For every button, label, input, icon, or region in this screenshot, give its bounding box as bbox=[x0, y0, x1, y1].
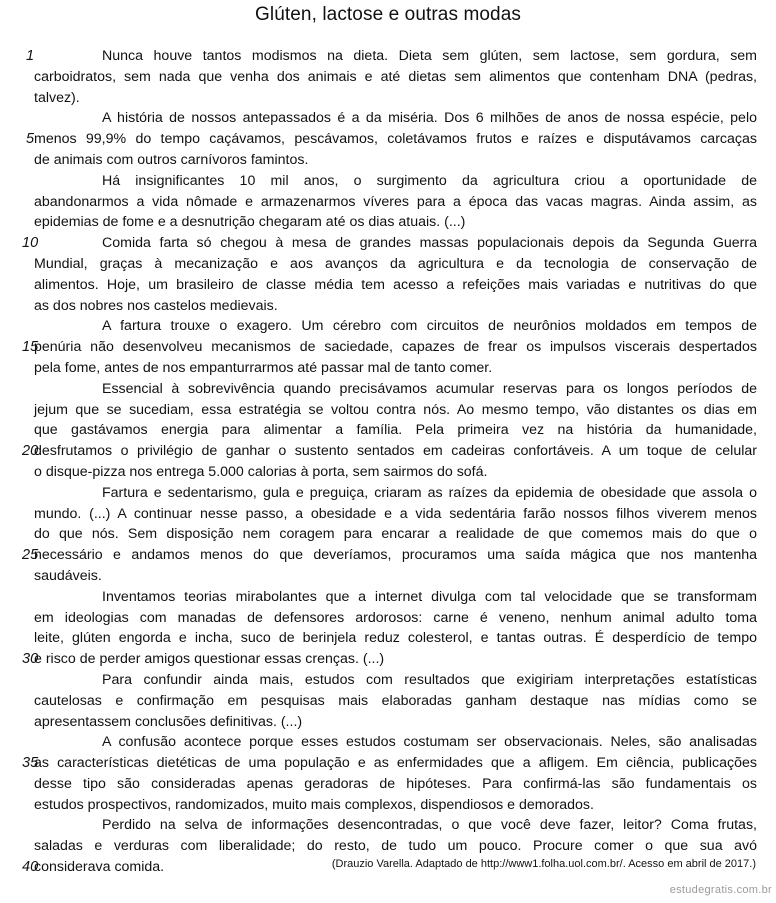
line-text bbox=[34, 691, 757, 712]
line-text bbox=[34, 296, 757, 317]
line-text bbox=[34, 504, 757, 525]
line-text-content: as características dietéticas de uma população e as enfermidades que a afligem. Em ciência, publicações bbox=[34, 755, 757, 772]
line-text bbox=[34, 420, 757, 441]
line-text-content: jejum que se sucediam, essa estratégia se voltou contra nós. Ao mesmo tempo, vão distantes os dias em bbox=[34, 401, 757, 418]
line-text-content: epidemias de fome e a desnutrição chegaram até os dias atuais. (...) bbox=[34, 214, 466, 231]
text-line bbox=[0, 400, 776, 421]
line-text bbox=[34, 150, 757, 171]
text-line bbox=[0, 483, 776, 504]
line-text-content: Inventamos teorias mirabolantes que a internet divulga com tal velocidade que se transformam bbox=[102, 588, 757, 605]
text-line bbox=[0, 88, 776, 109]
text-line bbox=[0, 441, 776, 462]
text-line bbox=[0, 108, 776, 129]
line-text bbox=[34, 712, 757, 733]
line-text bbox=[34, 628, 757, 649]
line-text bbox=[34, 836, 757, 857]
line-text-content: A história de nossos antepassados é a da miséria. Dos 6 milhões de anos de nossa espécie, pelo bbox=[102, 110, 757, 127]
text-line bbox=[0, 129, 776, 150]
document-title: Glúten, lactose e outras modas bbox=[255, 4, 521, 25]
article-body bbox=[0, 46, 776, 878]
line-text-content: desse tipo são consideradas apenas geradoras de hipóteses. Para confirmá-las são fundamentais os bbox=[34, 775, 757, 792]
line-number: 15 bbox=[22, 339, 39, 356]
text-line bbox=[0, 275, 776, 296]
line-text-content: cautelosas e confirmação em pesquisas mais elaboradas ganham destaque nas mídias como se bbox=[34, 692, 757, 709]
line-text bbox=[34, 192, 757, 213]
line-text bbox=[34, 753, 757, 774]
text-line bbox=[0, 212, 776, 233]
text-line bbox=[0, 649, 776, 670]
paragraph-first-line bbox=[102, 670, 757, 691]
paragraph-first-line bbox=[102, 587, 757, 608]
line-number: 1 bbox=[26, 48, 35, 64]
text-line bbox=[0, 795, 776, 816]
text-line bbox=[0, 691, 776, 712]
line-number: 30 bbox=[22, 651, 39, 668]
line-text-content: A fartura trouxe o exagero. Um cérebro com circuitos de neurônios moldados em tempos de bbox=[102, 318, 757, 335]
line-text bbox=[34, 649, 757, 670]
line-text-content: de animais com outros carnívoros famintos. bbox=[34, 151, 309, 168]
paragraph-first-line bbox=[102, 233, 757, 254]
text-line bbox=[0, 316, 776, 337]
line-text bbox=[34, 254, 757, 275]
line-text-content: Mundial, graças à mecanização e aos avanços da agricultura e da tecnologia de conservação de bbox=[34, 255, 757, 272]
line-text-content: penúria não desenvolveu mecanismos de saciedade, capazes de frear os impulsos viscerais despertados bbox=[34, 339, 757, 356]
text-line bbox=[0, 150, 776, 171]
text-line bbox=[0, 566, 776, 587]
paragraph-first-line bbox=[102, 732, 757, 753]
line-text-content: que gastávamos energia para alimentar a família. Pela primeira vez na história da humanidade, bbox=[34, 422, 757, 439]
site-watermark: estudegratis.com.br bbox=[669, 884, 772, 896]
text-line bbox=[0, 296, 776, 317]
line-text-content: em ideologias com manadas de defensores ardorosos: carne é veneno, nenhum animal adulto toma bbox=[34, 609, 757, 626]
paragraph-first-line bbox=[102, 171, 757, 192]
line-text-content: necessário e andamos menos do que deveríamos, procuramos uma saída mágica que nos mantenha bbox=[34, 547, 757, 564]
text-line bbox=[0, 628, 776, 649]
text-line bbox=[0, 337, 776, 358]
paragraph-first-line bbox=[102, 316, 757, 337]
line-text bbox=[34, 795, 757, 816]
line-text-content: o disque-pizza nos entrega 5.000 calorias à porta, sem sairmos do sofá. bbox=[34, 463, 488, 480]
line-number: 35 bbox=[22, 755, 39, 772]
line-text bbox=[34, 545, 757, 566]
line-text-content: as dos nobres nos castelos medievais. bbox=[34, 297, 278, 314]
line-text-content: talvez). bbox=[34, 89, 80, 106]
line-text bbox=[34, 337, 757, 358]
line-text bbox=[34, 275, 757, 296]
line-text-content: Comida farta só chegou à mesa de grandes massas populacionais depois da Segunda Guerra bbox=[102, 235, 757, 252]
text-line bbox=[0, 587, 776, 608]
line-number: 20 bbox=[22, 443, 39, 460]
text-line bbox=[0, 504, 776, 525]
text-line bbox=[0, 67, 776, 88]
paragraph-first-line bbox=[102, 379, 757, 400]
line-text bbox=[34, 400, 757, 421]
line-text-content: Para confundir ainda mais, estudos com resultados que exigiriam interpretações estatísticas bbox=[102, 671, 757, 688]
line-number: 5 bbox=[26, 131, 35, 148]
paragraph-first-line bbox=[102, 108, 757, 129]
line-text-content: do que nós. Sem disposição nem coragem para encarar a realidade de que comemos mais do que o bbox=[34, 526, 757, 543]
line-text bbox=[34, 608, 757, 629]
line-text bbox=[34, 441, 757, 462]
paragraph-first-line bbox=[102, 46, 757, 67]
text-line bbox=[0, 836, 776, 857]
text-line bbox=[0, 192, 776, 213]
text-line bbox=[0, 379, 776, 400]
paragraph-first-line bbox=[102, 483, 757, 504]
text-line bbox=[0, 524, 776, 545]
paragraph-first-line bbox=[102, 815, 757, 836]
text-line bbox=[0, 46, 776, 67]
text-line bbox=[0, 254, 776, 275]
line-text-content: Perdido na selva de informações desencontradas, o que você deve fazer, leitor? Coma frutas, bbox=[102, 817, 757, 834]
line-text-content: e risco de perder amigos questionar essas crenças. (...) bbox=[34, 651, 385, 668]
text-line bbox=[0, 753, 776, 774]
text-line bbox=[0, 712, 776, 733]
line-text-content: apresentassem conclusões definitivas. (...) bbox=[34, 713, 303, 730]
line-text-content: Há insignificantes 10 mil anos, o surgimento da agricultura criou a oportunidade de bbox=[102, 172, 757, 189]
text-line bbox=[0, 670, 776, 691]
line-text-content: Essencial à sobrevivência quando precisávamos acumular reservas para os longos períodos de bbox=[102, 380, 757, 397]
line-text-content: carboidratos, sem nada que venha dos animais e até dietas sem alimentos que contenham DNA (pedras, bbox=[34, 68, 757, 85]
line-number: 25 bbox=[22, 547, 39, 564]
line-text bbox=[34, 566, 757, 587]
line-text-content: alimentos. Hoje, um brasileiro de classe média tem acesso a refeições mais variadas e nutritivas do que bbox=[34, 276, 757, 293]
source-citation: (Drauzio Varella. Adaptado de http://www1.folha.uol.com.br/. Acesso em abril de 2017.) bbox=[331, 858, 756, 870]
text-line bbox=[0, 420, 776, 441]
line-text-content: desfrutamos o privilégio de ganhar o sustento sentados em cadeiras confortáveis. A um toque de celular bbox=[34, 443, 757, 460]
line-text-content: A confusão acontece porque esses estudos costumam ser observacionais. Neles, são analisadas bbox=[102, 734, 757, 751]
line-text bbox=[34, 774, 757, 795]
text-line bbox=[0, 171, 776, 192]
text-line bbox=[0, 608, 776, 629]
text-line bbox=[0, 732, 776, 753]
line-number: 10 bbox=[22, 235, 39, 252]
line-text bbox=[34, 129, 757, 150]
line-text-content: mundo. (...) A continuar nesse passo, a obesidade e a vida sedentária farão nossos filhos viverem menos bbox=[34, 505, 757, 522]
line-number: 40 bbox=[22, 859, 39, 876]
line-text bbox=[34, 462, 757, 483]
line-text bbox=[34, 67, 757, 88]
line-text bbox=[34, 524, 757, 545]
text-line bbox=[0, 545, 776, 566]
line-text-content: abandonarmos a vida nômade e armazenarmos víveres para a época das vacas magras. Ainda assim, as bbox=[34, 193, 757, 210]
line-text-content: estudos prospectivos, randomizados, muito mais complexos, dispendiosos e demorados. bbox=[34, 796, 594, 813]
text-line bbox=[0, 233, 776, 254]
line-text-content: pela fome, antes de nos empanturrarmos até passar mal de tanto comer. bbox=[34, 359, 493, 376]
line-text-content: saudáveis. bbox=[34, 567, 102, 584]
line-text-content: Fartura e sedentarismo, gula e preguiça, criaram as raízes da epidemia de obesidade que assola o bbox=[102, 484, 757, 501]
line-text-content: saladas e verduras com liberalidade; do resto, de tudo um pouco. Procure comer o que sua avó bbox=[34, 838, 757, 855]
text-line bbox=[0, 462, 776, 483]
line-text-content: leite, glúten engorda e incha, suco de berinjela reduz colesterol, e tantas outras. É desperdício de tempo bbox=[34, 630, 757, 647]
line-text bbox=[34, 358, 757, 379]
line-text bbox=[34, 212, 757, 233]
line-text-content: menos 99,9% do tempo caçávamos, pescávamos, coletávamos frutos e raízes e disputávamos carcaças bbox=[34, 131, 757, 148]
text-line bbox=[0, 774, 776, 795]
line-text-content: considerava comida. bbox=[34, 859, 165, 876]
text-line bbox=[0, 815, 776, 836]
text-line bbox=[0, 358, 776, 379]
line-text-content: Nunca houve tantos modismos na dieta. Dieta sem glúten, sem lactose, sem gordura, sem bbox=[102, 48, 757, 64]
line-text bbox=[34, 88, 757, 109]
